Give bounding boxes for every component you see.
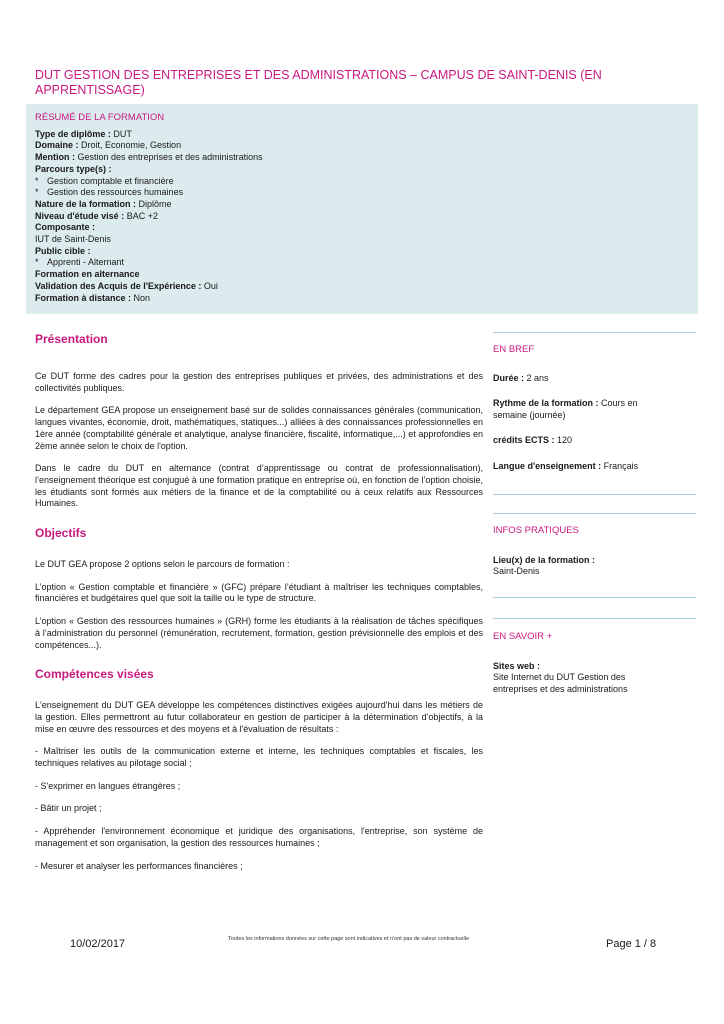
- nature-row: Nature de la formation : Diplôme: [35, 198, 172, 209]
- objectifs-paragraph: Le DUT GEA propose 2 options selon le parcours de formation :: [35, 559, 290, 570]
- divider: [493, 513, 696, 514]
- competences-heading: Compétences visées: [35, 667, 154, 682]
- footer-date: 10/02/2017: [70, 938, 126, 950]
- summary-heading: RÉSUMÉ DE LA FORMATION: [35, 112, 165, 123]
- parcours-item: * Gestion des ressources humaines: [35, 187, 184, 198]
- presentation-heading: Présentation: [35, 332, 108, 346]
- alternance-row: Formation en alternance: [35, 269, 140, 280]
- niveau-row: Niveau d'étude visé : BAC +2: [35, 210, 158, 221]
- ects-row: crédits ECTS : 120: [493, 435, 573, 445]
- objectifs-paragraph: L’option « Gestion des ressources humaines » (GRH) forme les étudiants à la réalisation de tâches spécifiques à l’administration du personnel (rémunération, recrutement, formation, gestion prévisionnelle des emplois et des compétences...).: [35, 616, 483, 650]
- divider: [493, 494, 696, 495]
- footer-disclaimer: Toutes les informations données sur cette page sont indicatives et n'ont pas de valeur contractuelle: [228, 936, 470, 942]
- competence-item: - Appréhender l'environnement économique et juridique des organisations, l'entreprise, son système de management et son organisation, la gestion des ressources humaines ;: [35, 826, 483, 848]
- competence-item: - Mesurer et analyser les performances financières ;: [35, 860, 243, 871]
- mention-row: Mention : Gestion des entreprises et des administrations: [35, 152, 263, 163]
- infos-panel: [493, 513, 696, 598]
- en-bref-heading: EN BREF: [493, 344, 535, 355]
- lieu-label: Lieu(x) de la formation :: [493, 554, 596, 565]
- main-content: [35, 330, 483, 872]
- competence-item: - S'exprimer en langues étrangères ;: [35, 780, 181, 791]
- composante-row: Composante :: [35, 222, 96, 233]
- savoir-heading: EN SAVOIR +: [493, 631, 553, 642]
- parcours-row: Parcours type(s) :: [35, 163, 112, 174]
- presentation-paragraph: Le département GEA propose un enseignement basé sur de solides connaissances générales (communication, langues vivantes, économie, droit, mathématiques, statiques...) alliées à des connaissances professionnelles en 1ère année (comptabilité générale et analytique, analyse financière, fiscalité, informatique,...) et approfondies en 2ème année selon le choix de l'option.: [35, 405, 483, 451]
- langue-row: Langue d'enseignement : Français: [493, 460, 639, 471]
- competence-item: - Maîtriser les outils de la communication externe et interne, les techniques comptables et fiscales, les techniques relatives au pilotage social ;: [35, 746, 483, 769]
- savoir-panel: [493, 618, 696, 695]
- parcours-item: * Gestion comptable et financière: [35, 175, 174, 186]
- distance-row: Formation à distance : Non: [35, 292, 151, 303]
- composante-value: IUT de Saint-Denis: [35, 234, 111, 245]
- competence-item: - Bâtir un projet ;: [35, 803, 102, 814]
- lieu-value: Saint-Denis: [493, 566, 540, 576]
- rythme-row: Rythme de la formation : Cours en semaine (journée): [493, 398, 638, 420]
- en-bref-panel: [493, 332, 696, 495]
- presentation-paragraph: Dans le cadre du DUT en alternance (contrat d’apprentissage ou contrat de professionnalisation), l’enseignement théorique est conjugué à une formation pratique en entreprise où, en fonction de l’option choisie, les étudiants sont formés aux métiers de la finance et de la comptabilité ou à ceux relatifs aux Ressources Humaines.: [35, 463, 483, 509]
- page-number: Page 1 / 8: [606, 938, 657, 950]
- divider: [493, 332, 696, 333]
- diploma-type-row: Type de diplôme : DUT: [35, 128, 132, 139]
- domaine-row: Domaine : Droit, Economie, Gestion: [35, 140, 182, 151]
- sites-label: Sites web :: [493, 660, 541, 671]
- sites-link[interactable]: Site Internet du DUT Gestion des entreprises et des administrations: [493, 672, 628, 694]
- vae-row: Validation des Acquis de l'Expérience : Oui: [35, 280, 218, 291]
- public-row: Public cible :: [35, 245, 91, 256]
- infos-heading: INFOS PRATIQUES: [493, 525, 579, 536]
- presentation-paragraph: Ce DUT forme des cadres pour la gestion des entreprises publiques et privées, des administrations et des collectivités publiques.: [35, 371, 483, 393]
- objectifs-paragraph: L’option « Gestion comptable et financière » (GFC) prépare l’étudiant à maîtriser les techniques comptables, financières et budgétaires quel que soit la taille ou le type de structure.: [35, 581, 483, 604]
- competences-paragraph: L'enseignement du DUT GEA développe les compétences distinctives exigées aujourd'hui dans les métiers de la gestion. Elles permettront au futur collaborateur en gestion de participer à la détermination d'objectifs, à la mise en œuvre des ressources et des moyens et à l'évaluation de résultats :: [35, 700, 483, 734]
- public-item: * Apprenti - Alternant: [35, 257, 125, 268]
- divider: [493, 618, 696, 619]
- divider: [493, 597, 696, 598]
- summary-box: [26, 104, 698, 314]
- duree-row: Durée : 2 ans: [493, 372, 549, 383]
- objectifs-heading: Objectifs: [35, 526, 87, 541]
- page-title: DUT GESTION DES ENTREPRISES ET DES ADMINISTRATIONS – CAMPUS DE SAINT-DENIS (EN APPRENTISSAGE): [35, 68, 602, 97]
